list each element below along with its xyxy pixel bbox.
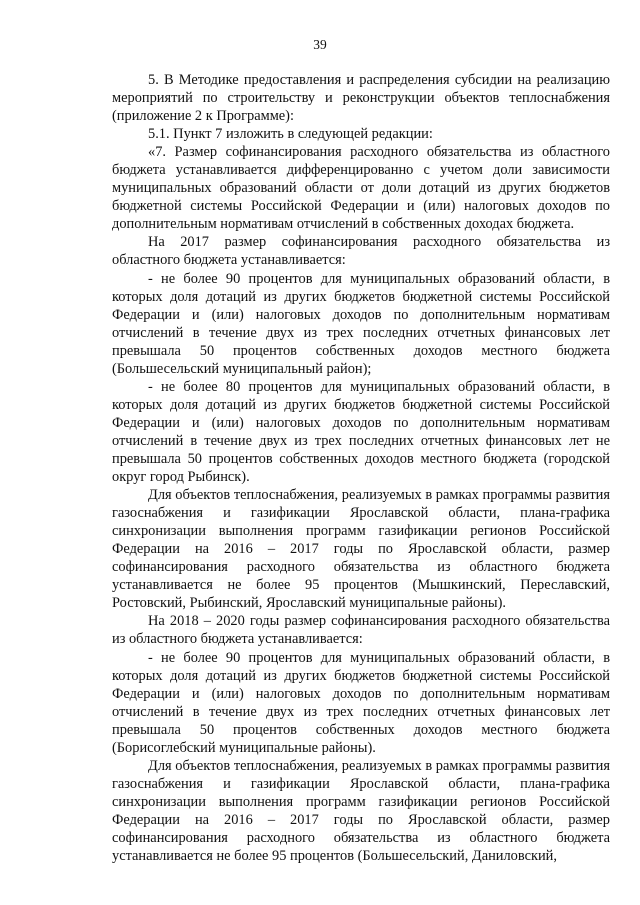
paragraph-2017-90-percent: - не более 90 процентов для муниципальных образований области, в которых доля дотаций из других бюджетов бюджетной системы Российской Федерации и (или) налоговых доходов по дополнительным нормативам отчислений в течение двух из трех последних отчетных финансовых лет превышала 50 процентов собственных доходов местного бюджета (Большесельский муниципальный район);: [112, 270, 610, 377]
paragraph-2018-2020-gasification-95-percent: Для объектов теплоснабжения, реализуемых в рамках программы развития газоснабжения и газификации Ярославской области, плана-графика синхронизации выполнения программ газификации регионов Российской Федерации на 2016 – 2017 годы по Ярославской области, размер софинансирования расходного обязательства из областного бюджета устанавливается не более 95 процентов (Большесельский, Даниловский,: [112, 757, 610, 865]
paragraph-2017-80-percent: - не более 80 процентов для муниципальных образований области, в которых доля дотаций из других бюджетов бюджетной системы Российской Федерации и (или) налоговых доходов по дополнительным нормативам отчислений в течение двух из трех последних отчетных финансовых лет не превышала 50 процентов собственных доходов местного бюджета (городской округ город Рыбинск).: [112, 378, 610, 486]
paragraph-clause-7: «7. Размер софинансирования расходного обязательства из областного бюджета устанавливается дифференцированно с учетом доли зависимости муниципальных образований области от доли дотаций из других бюджетов бюджетной системы Российской Федерации и (или) налоговых доходов по дополнительным нормативам отчислений в собственных доходах бюджета.: [112, 144, 610, 233]
document-body: [112, 71, 610, 865]
page-number: 39: [313, 37, 327, 52]
paragraph-amendment-item-5: 5. В Методике предоставления и распределения субсидии на реализацию мероприятий по строительству и реконструкции объектов теплоснабжения (приложение 2 к Программе):: [112, 72, 610, 125]
paragraph-2017-intro: На 2017 размер софинансирования расходного обязательства из областного бюджета устанавливается:: [112, 234, 610, 269]
paragraph-subitem-5-1: 5.1. Пункт 7 изложить в следующей редакции:: [148, 126, 433, 143]
paragraph-2018-2020-intro: На 2018 – 2020 годы размер софинансирования расходного обязательства из областного бюджета устанавливается:: [112, 613, 610, 648]
paragraph-2018-2020-90-percent: - не более 90 процентов для муниципальных образований области, в которых доля дотаций из других бюджетов бюджетной системы Российской Федерации и (или) налоговых доходов по дополнительным нормативам отчислений в течение двух из трех последних отчетных финансовых лет превышала 50 процентов собственных доходов местного бюджета (Борисоглебский муниципальные районы).: [112, 649, 610, 756]
paragraph-2017-gasification-95-percent: Для объектов теплоснабжения, реализуемых в рамках программы развития газоснабжения и газификации Ярославской области, плана-графика синхронизации выполнения программ газификации регионов Российской Федерации на 2016 – 2017 годы по Ярославской области, размер софинансирования расходного обязательства из областного бюджета устанавливается не более 95 процентов (Мышкинский, Переславский, Ростовский, Рыбинский, Ярославский муниципальные районы).: [112, 487, 610, 612]
